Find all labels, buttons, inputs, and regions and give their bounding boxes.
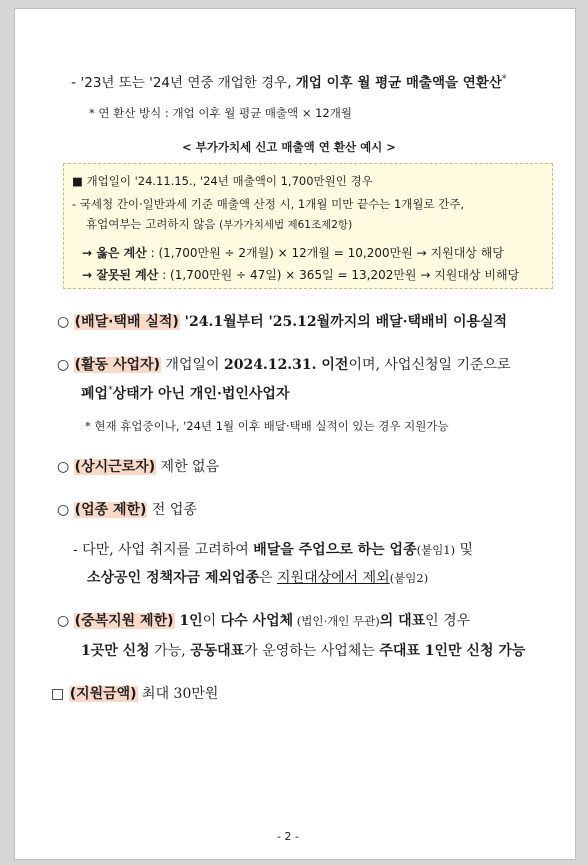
bullet-circle: ○	[57, 314, 70, 330]
industry-text: 전 업종	[147, 502, 197, 518]
workers-text: 제한 없음	[156, 459, 220, 475]
bullet-circle: ○	[57, 613, 70, 629]
industry-label: (업종 제한)	[74, 502, 147, 518]
asterisk-mark: *	[501, 74, 507, 85]
active-line-2	[81, 383, 289, 403]
dup-b: 이	[202, 613, 221, 629]
support-label: (지원금액)	[69, 686, 137, 702]
active-label: (활동 사업자)	[74, 357, 160, 373]
annualize-rule: 개업 이후 월 평균 매출액을 연환산	[295, 75, 502, 91]
active-text-b: 이며, 사업신청일 기준으로	[348, 357, 511, 373]
annex-2: (붙임2)	[389, 571, 429, 585]
wrong-calc-label: → 잘못된 계산	[82, 268, 159, 282]
page-number: - 2 -	[277, 830, 299, 843]
box-line-2: - 국세청 간이·일반과세 기준 매출액 산정 시, 1개월 미만 끝수는 1개월로 간주,	[72, 197, 465, 211]
dup-l2b: 가능,	[149, 643, 191, 659]
revenue-annualize-line	[71, 71, 506, 91]
excluded-from-support: 지원대상에서 제외	[277, 570, 390, 586]
correct-calc-line	[82, 244, 504, 261]
dash: -	[71, 75, 81, 91]
box-line-3	[86, 216, 352, 232]
duplicate-item	[57, 610, 470, 630]
dup-l2e: 주대표 1인만 신청 가능	[379, 643, 526, 659]
industry-sub-1	[73, 539, 473, 559]
annualize-condition: '23년 또는 '24년 연중 개업한 경우,	[80, 75, 296, 91]
dup-a: 1인	[174, 613, 203, 629]
duplicate-line-2	[81, 640, 525, 660]
bullet-circle: ○	[57, 502, 70, 518]
dup-l2c: 공동대표	[190, 643, 245, 659]
support-amount-item	[51, 683, 218, 703]
active-note: * 현재 휴업중이나, '24년 1월 이후 배달·택배 실적이 있는 경우 지원가능	[85, 419, 449, 433]
asterisk-mark: *	[108, 385, 113, 396]
dup-l2a: 1곳만 신청	[81, 643, 150, 659]
workers-item	[57, 456, 219, 476]
active-line-2-text: 상태가 아닌 개인·법인사업자	[112, 386, 290, 402]
delivery-text: '24.1월부터 '25.12월까지의 배달·택배비 이용실적	[179, 314, 508, 330]
industry-sub-1b: 배달을 주업으로 하는 업종	[253, 542, 417, 558]
support-text: 최대 30만원	[137, 686, 219, 702]
workers-label: (상시근로자)	[74, 459, 156, 475]
active-date: 2024.12.31. 이전	[223, 357, 349, 373]
closure-word: 폐업	[81, 386, 109, 402]
industry-sub-1d: 및	[455, 542, 474, 558]
bullet-circle: ○	[57, 459, 70, 475]
industry-sub-2	[87, 567, 428, 587]
example-box	[63, 163, 553, 289]
document-page	[14, 8, 576, 860]
industry-sub-1a: - 다만, 사업 취지를 고려하여	[73, 542, 254, 558]
dup-d: (법인·개인 무관)	[293, 614, 380, 628]
example-title: < 부가가치세 신고 매출액 연 환산 예시 >	[182, 140, 396, 154]
industry-item	[57, 499, 197, 519]
dup-l2d: 가 운영하는 사업체는	[244, 643, 380, 659]
duplicate-label: (중복지원 제한)	[74, 613, 174, 629]
industry-sub-2b: 은	[259, 570, 278, 586]
active-text-a: 개업일이	[160, 357, 224, 373]
annualize-note: * 연 환산 방식 : 개업 이후 월 평균 매출액 × 12개월	[89, 106, 352, 120]
delivery-label: (배달·택배 실적)	[74, 314, 179, 330]
box-line-3-text: 휴업여부는 고려하지 않음	[86, 217, 220, 231]
correct-calc-formula: : (1,700만원 ÷ 2개월) × 12개월 = 10,200만원 → 지원대상 해당	[146, 246, 504, 260]
wrong-calc-formula: : (1,700만원 ÷ 47일) × 365일 = 13,202만원 → 지원대상 비해당	[158, 268, 520, 282]
box-line-1: ■ 개업일이 '24.11.15., '24년 매출액이 1,700만원인 경우	[72, 174, 373, 188]
policy-fund-excluded: 소상공인 정책자금 제외업종	[87, 570, 260, 586]
dup-f: 인 경우	[425, 613, 471, 629]
box-line-3-law: (부가가치세법 제61조제2항)	[219, 219, 353, 231]
correct-calc-label: → 옳은 계산	[82, 246, 147, 260]
active-item	[57, 354, 511, 374]
delivery-item	[57, 311, 507, 331]
annex-1: (붙임1)	[416, 543, 456, 557]
dup-c: 다수 사업체	[220, 613, 294, 629]
wrong-calc-line	[82, 266, 519, 283]
bullet-circle: ○	[57, 357, 70, 373]
bullet-square: □	[51, 686, 65, 702]
dup-e: 의 대표	[379, 613, 426, 629]
